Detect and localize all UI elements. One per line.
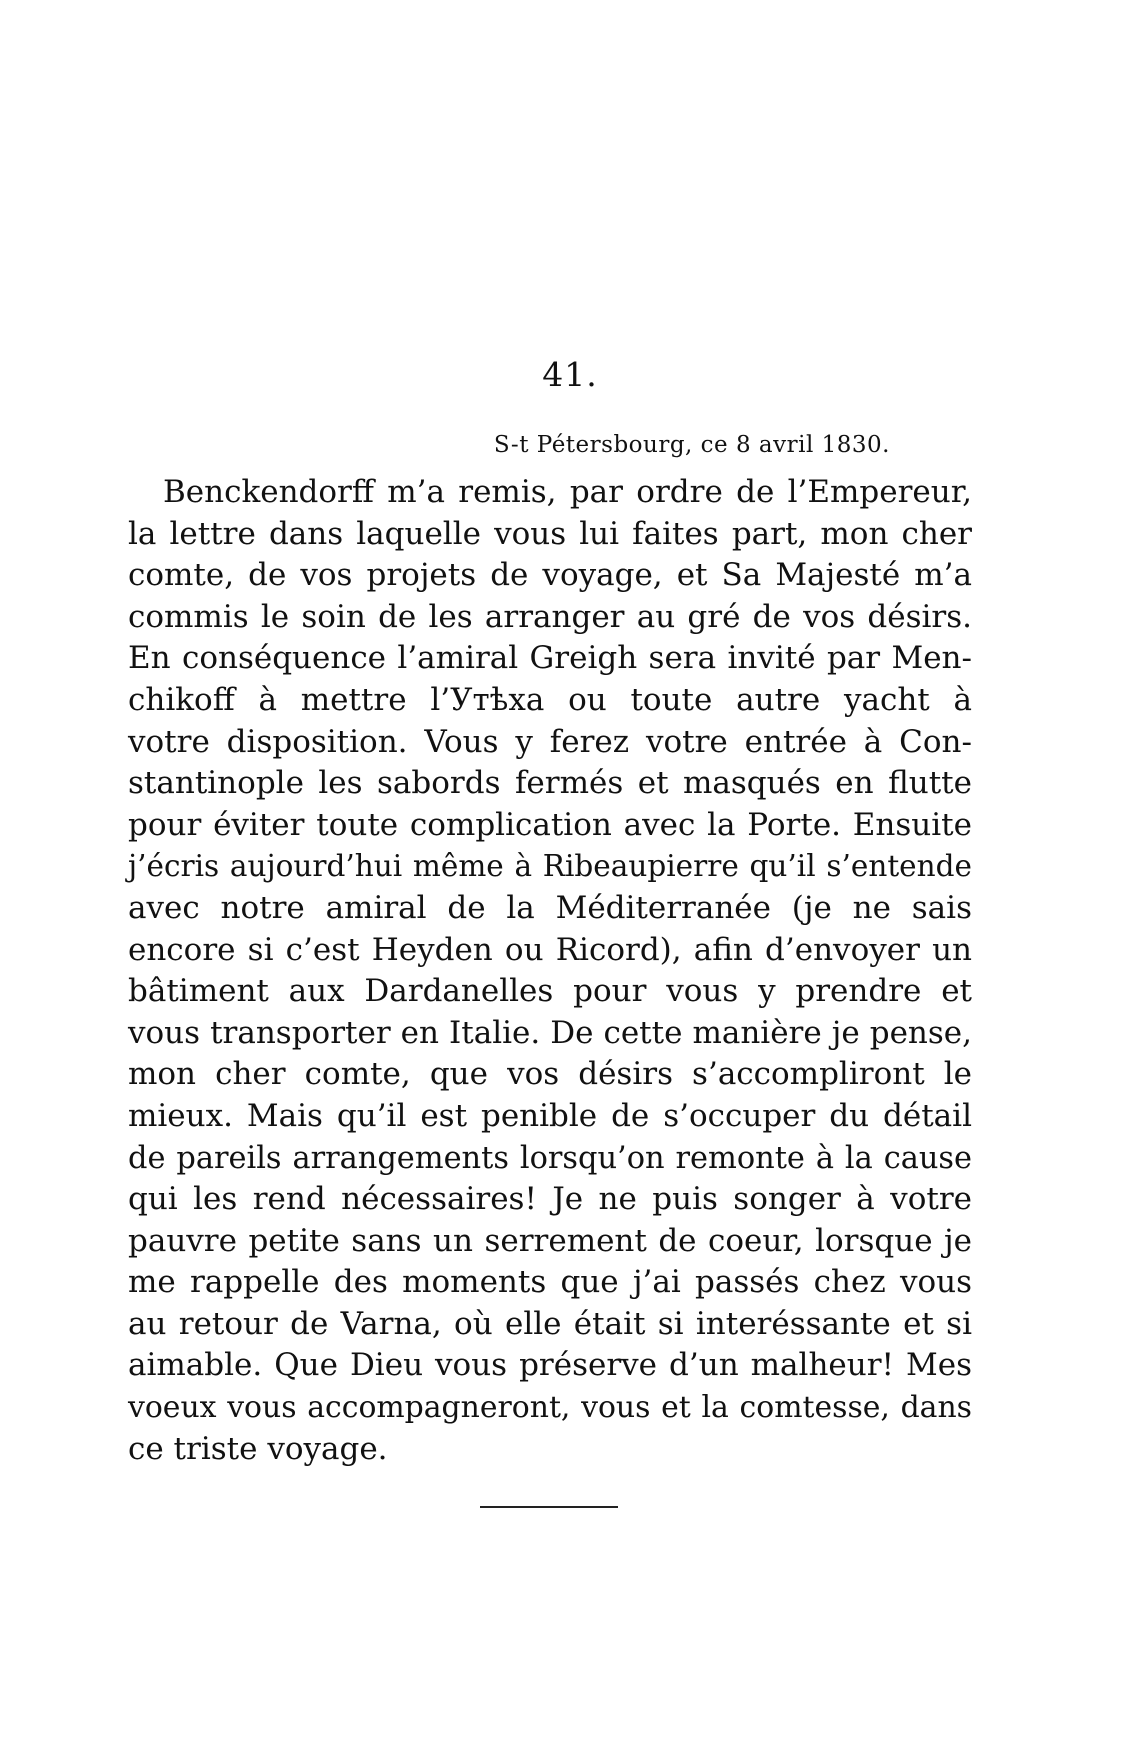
text-line: mon cher comte, que vos désirs s’accompliront le [128,1056,972,1093]
text-line: avec notre amiral de la Méditerranée (je ne sais [128,889,972,926]
text-line: chikoff à mettre l’Утѣха ou toute autre yacht à [128,681,972,718]
text-line: voeux vous accompagneront, vous et la comtesse, dans [128,1390,972,1426]
text-line: encore si c’est Heyden ou Ricord), afin d’envoyer un [128,931,972,968]
text-line: ce triste voyage. [128,1430,388,1467]
text-line: pour éviter toute complication avec la Porte. Ensuite [128,806,972,843]
text-line: me rappelle des moments que j’ai passés chez vous [128,1264,972,1301]
text-line: de pareils arrangements lorsqu’on remonte à la cause [128,1140,972,1176]
text-line: vous transporter en Italie. De cette manière je pense, [128,1014,972,1051]
text-line: j’écris aujourd’hui même à Ribeaupierre qu’il s’entende [128,849,972,884]
text-line: commis le soin de les arranger au gré de vos désirs. [128,598,972,635]
text-line: qui les rend nécessaires! Je ne puis songer à votre [128,1181,972,1218]
letter-number: 41. [542,355,598,394]
text-line: Benckendorff m’a remis, par ordre de l’Empereur, [163,474,972,510]
text-line: aimable. Que Dieu vous préserve d’un malheur! Mes [128,1347,972,1384]
text-line: En conséquence l’amiral Greigh sera invité par Men- [128,640,972,677]
text-line: comte, de vos projets de voyage, et Sa Majesté m’a [128,557,972,594]
text-line: mieux. Mais qu’il est penible de s’occuper du détail [128,1097,972,1134]
text-line: au retour de Varna, où elle était si interéssante et si [128,1305,972,1342]
letter-body [128,472,972,1470]
text-line: la lettre dans laquelle vous lui faites part, mon cher [128,515,972,552]
letter-dateline: S-t Pétersbourg, ce 8 avril 1830. [493,432,890,458]
text-line: bâtiment aux Dardanelles pour vous y prendre et [128,973,972,1010]
text-line: votre disposition. Vous y ferez votre entrée à Con- [128,723,972,760]
text-line: stantinople les sabords fermés et masqués en flutte [128,765,972,802]
section-divider [480,1506,618,1508]
text-line: pauvre petite sans un serrement de coeur, lorsque je [128,1222,972,1259]
